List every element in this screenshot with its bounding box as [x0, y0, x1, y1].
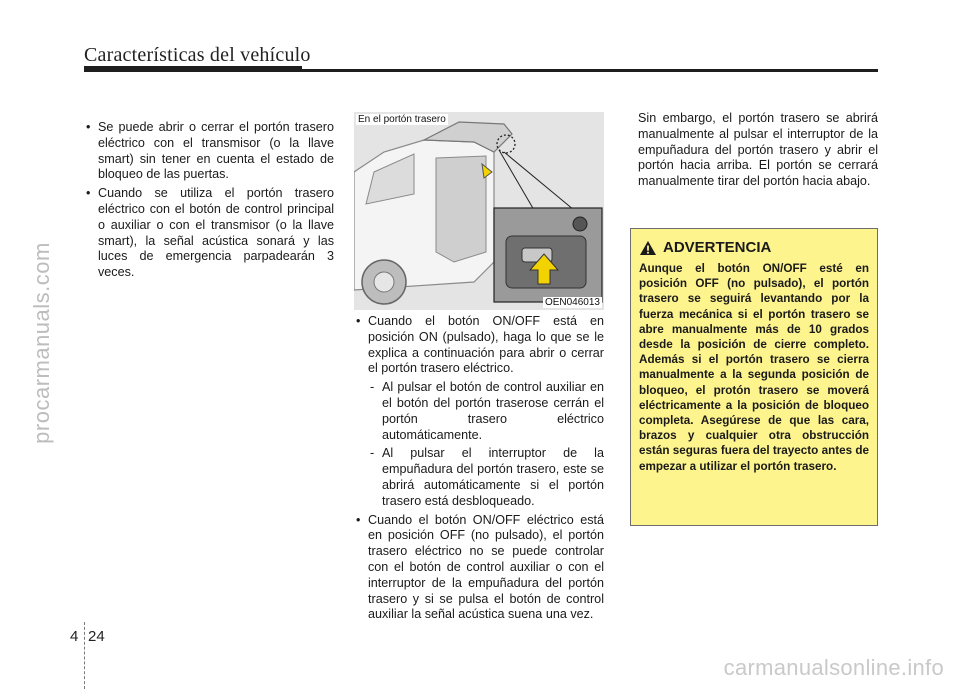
list-item: • Cuando se utiliza el portón trasero eléctrico con el botón de control principal o auxiliar o con el transmisor (o la llave smart), la señal acústica sonará y las luces de emergencia parpadearán 3 veces. [84, 186, 334, 281]
column-1 [84, 120, 334, 284]
warning-header [639, 239, 869, 256]
warning-box [630, 228, 878, 526]
dash-list [368, 380, 604, 509]
warning-title: ADVERTENCIA [663, 239, 772, 256]
tailgate-illustration [354, 112, 604, 310]
warning-body: Aunque el botón ON/OFF esté en posición OFF (no pulsado), el portón trasero se seguirá levantando por la fuerza mecánica si el portón trasero se abre manualmente más de 10 grados desde la posición de cierre completo. Además si el portón trasero se cierra manualmente a la segunda posición de bloqueo, el protón trasero se moverá eléctricamente a la posición de bloqueo completa. Asegúrese de que las cara, brazos y cualquier otra obstrucción están seguras fuera del trayecto antes de empezar a utilizar el portón trasero. [639, 262, 869, 473]
header-rule [84, 69, 878, 72]
figure-code: OEN046013 [544, 297, 600, 308]
column-3 [624, 111, 878, 190]
dash-item: - Al pulsar el interruptor de la empuñadura del portón trasero, este se abrirá automáticamente si el portón trasero está desbloqueado. [368, 446, 604, 509]
column-2 [354, 314, 604, 626]
bullet-text: Cuando el botón ON/OFF está en posición ON (pulsado), haga lo que se le explica a continuación para abrir o cerrar el portón trasero eléctrico. [368, 314, 604, 376]
dash-item: - Al pulsar el botón de control auxiliar en el botón del portón traserose cerrán el portón trasero eléctrico automáticamente. [368, 380, 604, 443]
list-item: • Cuando el botón ON/OFF eléctrico está en posición OFF (no pulsado), el portón trasero eléctrico no se puede controlar con el botón de control auxiliar o con el interruptor de la empuñadura del portón trasero y si se pulsa el botón de control auxiliar la señal acústica suena una vez. [354, 513, 604, 624]
page-header-title: Características del vehículo [84, 44, 311, 66]
list-item: • Se puede abrir o cerrar el portón trasero eléctrico con el transmisor (o la llave smart) sin tener en cuenta el estado de bloqueo de las puertas. [84, 120, 334, 183]
page-number: 24 [88, 628, 105, 645]
column-1-bullets [84, 120, 334, 281]
chapter-number: 4 [70, 628, 79, 645]
figure-label: En el portón trasero [358, 114, 446, 125]
warning-icon [639, 240, 657, 256]
column-2-bullets [354, 314, 604, 623]
side-watermark: procarmanuals.com [29, 242, 54, 444]
column-3-text: Sin embargo, el portón trasero se abrirá manualmente al pulsar el interruptor de la empuñadura del portón trasero y abrir el portón hacia arriba. El portón se cerrará manualmente tirar del portón hacia abajo. [638, 111, 878, 189]
tailgate-figure [354, 112, 604, 310]
list-item [354, 314, 604, 510]
footer-divider [84, 622, 86, 689]
bottom-watermark: carmanualsonline.info [723, 655, 944, 680]
